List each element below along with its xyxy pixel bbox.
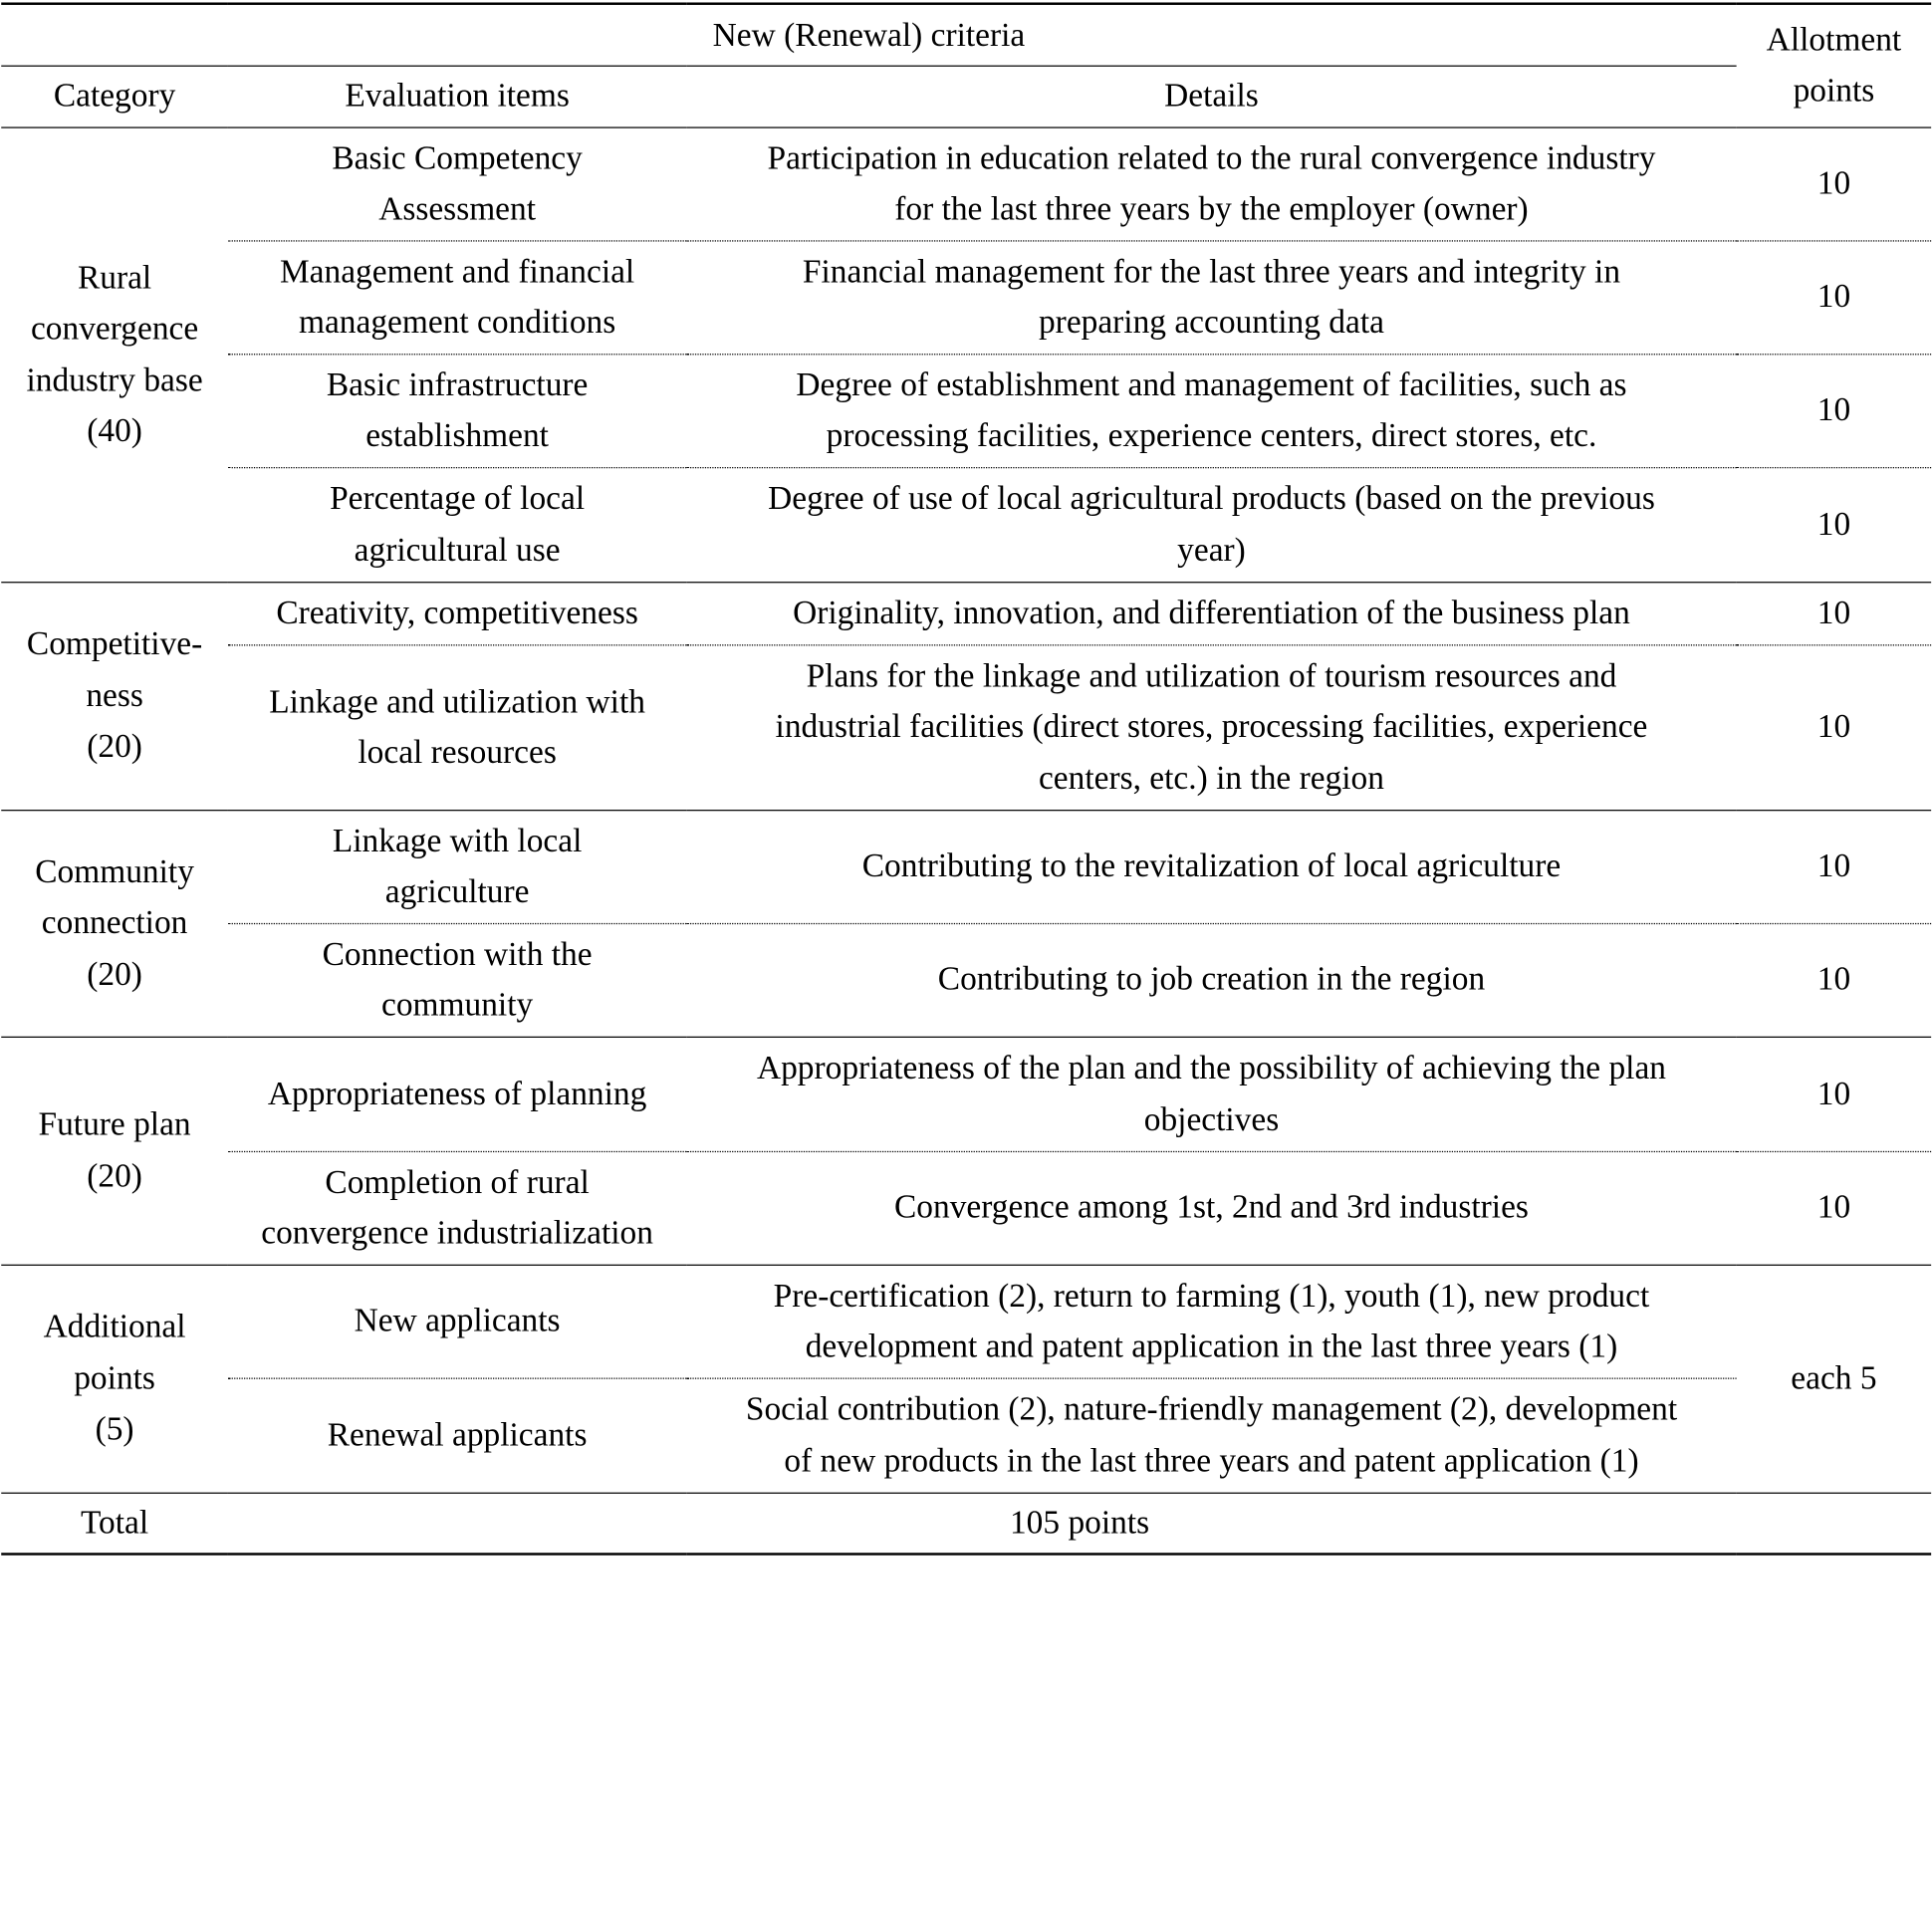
details-cell: Social contribution (2), nature-friendly management (2), development of new products in the last three years and patent application (1) (686, 1378, 1736, 1493)
evaluation-item: Percentage of local agricultural use (228, 467, 686, 582)
points-cell: 10 (1737, 1151, 1932, 1265)
evaluation-item: Completion of rural convergence industrialization (228, 1151, 686, 1265)
table-row (1, 810, 1931, 923)
table-row (1, 1037, 1931, 1151)
details-cell: Convergence among 1st, 2nd and 3rd industries (686, 1151, 1736, 1265)
details-cell: Contributing to job creation in the region (686, 923, 1736, 1037)
table-row (1, 240, 1931, 354)
total-label: Total (1, 1493, 228, 1555)
points-cell: 10 (1737, 582, 1932, 644)
table-row (1, 1265, 1931, 1378)
table-row (1, 1151, 1931, 1265)
points-cell: 10 (1737, 644, 1932, 810)
evaluation-item: Renewal applicants (228, 1378, 686, 1493)
evaluation-criteria-table (1, 2, 1931, 1555)
details-cell: Degree of establishment and management of facilities, such as processing facilities, experience centers, direct stores, etc. (686, 354, 1736, 467)
points-cell: 10 (1737, 467, 1932, 582)
details-cell: Degree of use of local agricultural products (based on the previous year) (686, 467, 1736, 582)
header-criteria: New (Renewal) criteria (1, 4, 1736, 66)
details-cell: Originality, innovation, and differentiation of the business plan (686, 582, 1736, 644)
header-category: Category (1, 66, 228, 127)
table-row (1, 126, 1931, 240)
table-row (1, 923, 1931, 1037)
details-cell: Financial management for the last three years and integrity in preparing accounting data (686, 240, 1736, 354)
details-cell: Participation in education related to the rural convergence industry for the last three years by the employer (owner) (686, 126, 1736, 240)
evaluation-item: Creativity, competitiveness (228, 582, 686, 644)
evaluation-item: Connection with the community (228, 923, 686, 1037)
points-cell: 10 (1737, 810, 1932, 923)
table-row (1, 1378, 1931, 1493)
category-cell: Rural convergence industry base (40) (1, 126, 228, 582)
table-row (1, 644, 1931, 810)
evaluation-item: Linkage with local agriculture (228, 810, 686, 923)
category-cell: Future plan (20) (1, 1037, 228, 1265)
evaluation-item: Basic Competency Assessment (228, 126, 686, 240)
evaluation-item: Management and financial management conditions (228, 240, 686, 354)
evaluation-item: Basic infrastructure establishment (228, 354, 686, 467)
evaluation-item: New applicants (228, 1265, 686, 1378)
category-cell: Competitive- ness (20) (1, 582, 228, 810)
table-row (1, 582, 1931, 644)
points-cell: 10 (1737, 1037, 1932, 1151)
details-cell: Contributing to the revitalization of local agriculture (686, 810, 1736, 923)
points-cell: 10 (1737, 354, 1932, 467)
header-allotment-points: Allotment points (1737, 4, 1932, 127)
points-cell: each 5 (1737, 1265, 1932, 1493)
total-value: 105 points (228, 1493, 1931, 1555)
header-details: Details (686, 66, 1736, 127)
details-cell: Plans for the linkage and utilization of tourism resources and industrial facilities (direct stores, processing facilities, experience centers, etc.) in the region (686, 644, 1736, 810)
header-evaluation-items: Evaluation items (228, 66, 686, 127)
table-row (1, 354, 1931, 467)
points-cell: 10 (1737, 923, 1932, 1037)
table-row (1, 467, 1931, 582)
total-row (1, 1493, 1931, 1555)
category-cell: Community connection (20) (1, 810, 228, 1037)
points-cell: 10 (1737, 126, 1932, 240)
evaluation-item: Appropriateness of planning (228, 1037, 686, 1151)
category-cell: Additional points (5) (1, 1265, 228, 1493)
details-cell: Pre-certification (2), return to farming (1), youth (1), new product development and patent application in the last three years (1) (686, 1265, 1736, 1378)
points-cell: 10 (1737, 240, 1932, 354)
details-cell: Appropriateness of the plan and the possibility of achieving the plan objectives (686, 1037, 1736, 1151)
evaluation-item: Linkage and utilization with local resources (228, 644, 686, 810)
